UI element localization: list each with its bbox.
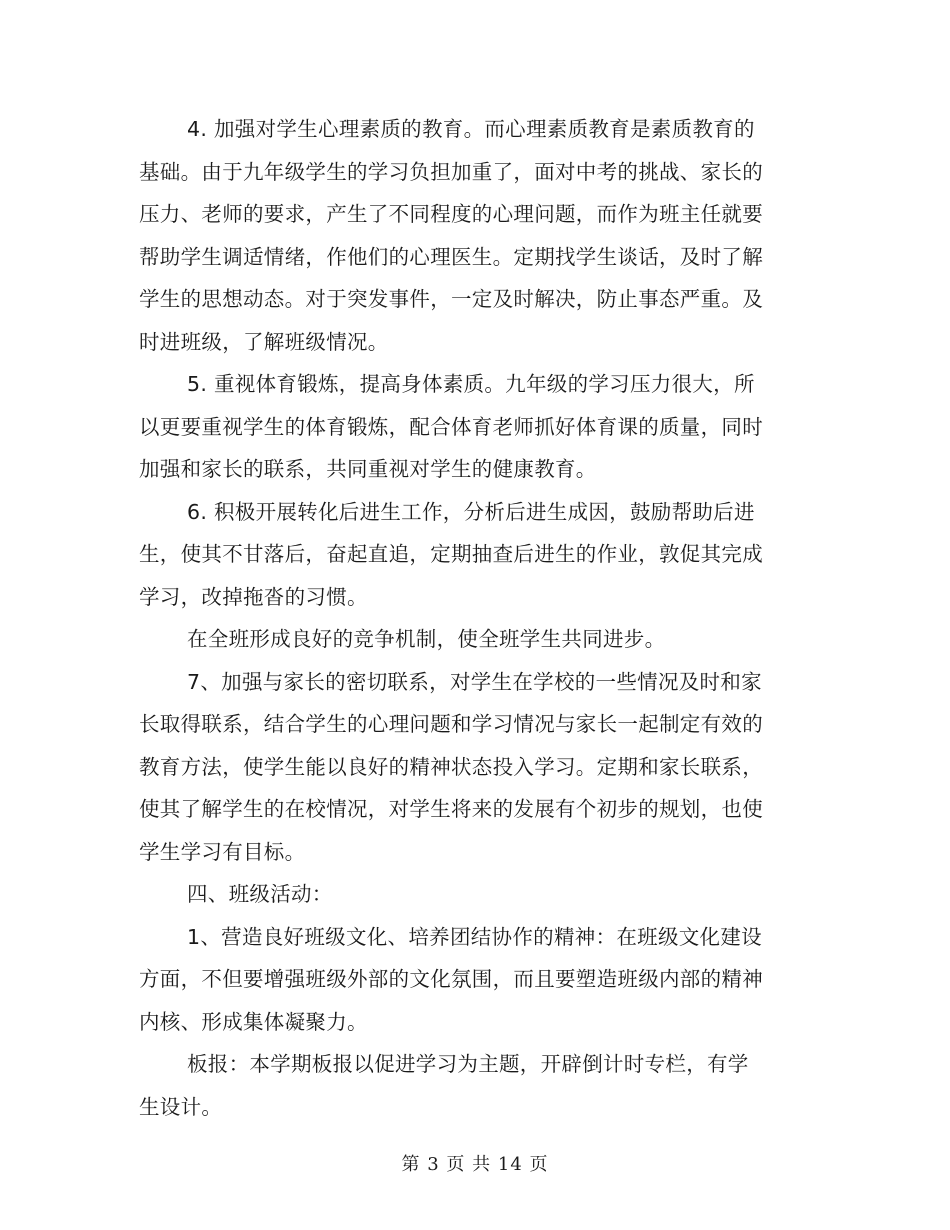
paragraph-item-6: 6. 积极开展转化后进生工作，分析后进生成因，鼓励帮助后进生，使其不甘落后，奋起直追，定期抽查后进生的作业，敦促其完成学习，改掉拖沓的习惯。 [139,499,763,609]
section-heading-class-activities: 四、班级活动： [187,882,333,906]
paragraph-blackboard: 板报：本学期板报以促进学习为主题，开辟倒计时专栏，有学生设计。 [139,1052,749,1119]
paragraph-competition: 在全班形成良好的竞争机制，使全班学生共同进步。 [187,627,666,651]
page-footer [0,1150,950,1176]
total-pages-number: 14 [497,1154,523,1175]
paragraph-item-7: 7、加强与家长的密切联系，对学生在学校的一些情况及时和家长取得联系，结合学生的心理问题和学习情况与家长一起制定有效的教育方法，使学生能以良好的精神状态投入学习。定期和家长联系，使其了解学生的在校情况，对学生将来的发展有个初步的规划，也使学生学习有目标。 [139,669,763,864]
document-body [139,108,769,1128]
paragraph-item-4: 4. 加强对学生心理素质的教育。而心理素质教育是素质教育的基础。由于九年级学生的学习负担加重了，面对中考的挑战、家长的压力、老师的要求，产生了不同程度的心理问题，而作为班主任就要帮助学生调适情绪，作他们的心理医生。定期找学生谈话，及时了解学生的思想动态。对于突发事件，一定及时解决，防止事态严重。及时进班级，了解班级情况。 [139,117,763,354]
page-label-mid: 页 共 [446,1154,492,1175]
paragraph-activity-1: 1、营造良好班级文化、培养团结协作的精神：在班级文化建设方面，不但要增强班级外部的文化氛围，而且要塑造班级内部的精神内核、形成集体凝聚力。 [139,924,763,1034]
current-page-number: 3 [427,1154,440,1175]
page-label-prefix: 第 [401,1154,421,1175]
page-label-suffix: 页 [529,1154,549,1175]
paragraph-item-5: 5. 重视体育锻炼，提高身体素质。九年级的学习压力很大，所以更要重视学生的体育锻炼，配合体育老师抓好体育课的质量，同时加强和家长的联系，共同重视对学生的健康教育。 [139,372,763,481]
